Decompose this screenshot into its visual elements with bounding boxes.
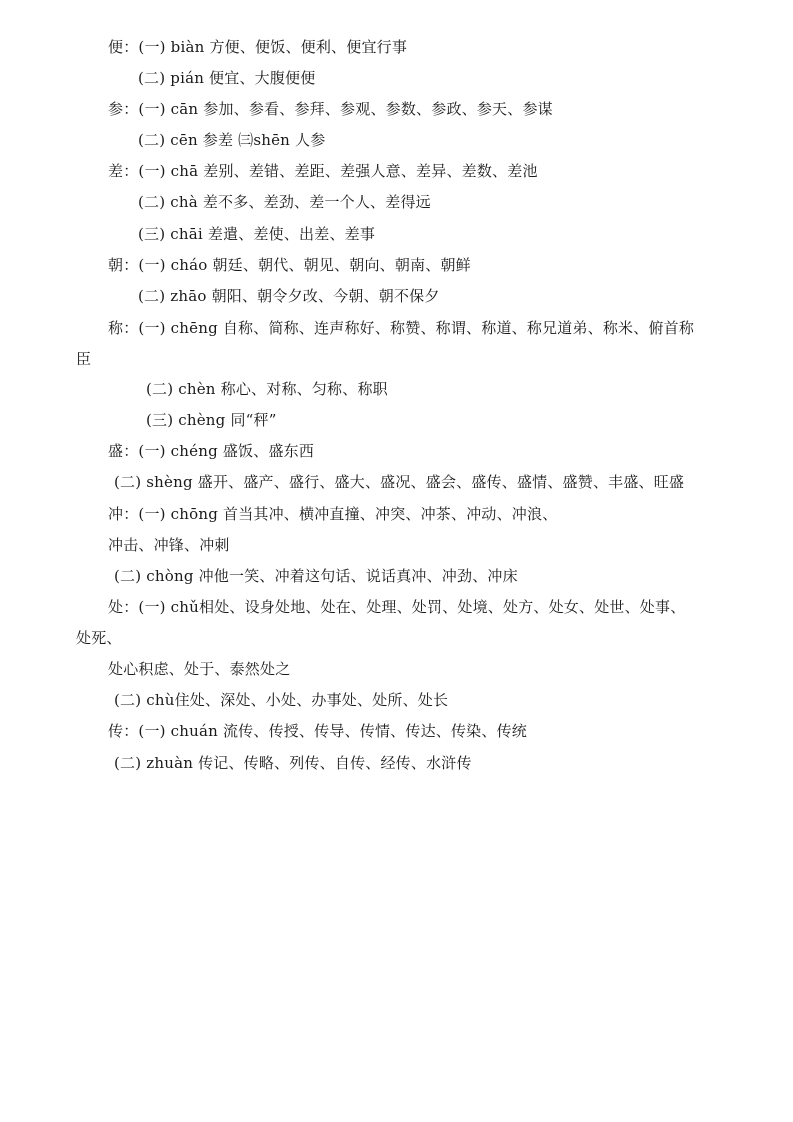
entry-cha-line-1: 差：(一) chā 差别、差错、差距、差强人意、差异、差数、差池 — [108, 162, 538, 180]
entry-chuan-line-2: (二) zhuàn 传记、传略、列传、自传、经传、水浒传 — [114, 754, 472, 772]
entry-chong-line-1: 冲：(一) chōng 首当其冲、横冲直撞、冲突、冲茶、冲动、冲浪、 — [108, 505, 558, 523]
entry-cha-line-3: (三) chāi 差遣、差使、出差、差事 — [138, 225, 376, 243]
entry-cheng-line-2: (二) chèn 称心、对称、匀称、称职 — [146, 380, 388, 398]
entry-can-line-1: 参：(一) cān 参加、参看、参拜、参观、参数、参政、参天、参谋 — [108, 100, 553, 118]
entry-sheng-line-2: (二) shèng 盛开、盛产、盛行、盛大、盛况、盛会、盛传、盛情、盛赞、丰盛、旺盛 — [114, 473, 685, 491]
entry-can-line-2: (二) cēn 参差 ㈢shēn 人参 — [138, 131, 326, 149]
entry-cheng-line-3: (三) chèng 同“秤” — [146, 411, 277, 429]
entry-cha-line-2: (二) chà 差不多、差劲、差一个人、差得远 — [138, 193, 431, 211]
entry-chao-line-1: 朝：(一) cháo 朝廷、朝代、朝见、朝向、朝南、朝鲜 — [108, 256, 471, 274]
entry-chong-line-wrap: 冲击、冲锋、冲刺 — [108, 536, 230, 554]
entry-bian-line-2: (二) pián 便宜、大腹便便 — [138, 69, 316, 87]
entry-chu-line-1: 处：(一) chǔ相处、设身处地、处在、处理、处罚、处境、处方、处女、处世、处事、 — [108, 598, 686, 616]
entry-chu-line-wrap-1: 处死、 — [76, 629, 122, 647]
entry-cheng-line-wrap: 臣 — [76, 350, 92, 368]
entry-chu-line-2: (二) chù住处、深处、小处、办事处、处所、处长 — [114, 691, 449, 709]
entry-chong-line-2: (二) chòng 冲他一笑、冲着这句话、说话真冲、冲劲、冲床 — [114, 567, 518, 585]
entry-chu-line-wrap-2: 处心积虑、处于、泰然处之 — [108, 660, 291, 678]
entry-cheng-line-1: 称：(一) chēng 自称、简称、连声称好、称赞、称谓、称道、称兄道弟、称米、俯首称 — [108, 319, 695, 337]
entry-chao-line-2: (二) zhāo 朝阳、朝令夕改、今朝、朝不保夕 — [138, 287, 440, 305]
entry-chuan-line-1: 传：(一) chuán 流传、传授、传导、传情、传达、传染、传统 — [108, 722, 527, 740]
entry-sheng-line-1: 盛：(一) chéng 盛饭、盛东西 — [108, 442, 315, 460]
entry-bian-line-1: 便：(一) biàn 方便、便饭、便利、便宜行事 — [108, 38, 408, 56]
